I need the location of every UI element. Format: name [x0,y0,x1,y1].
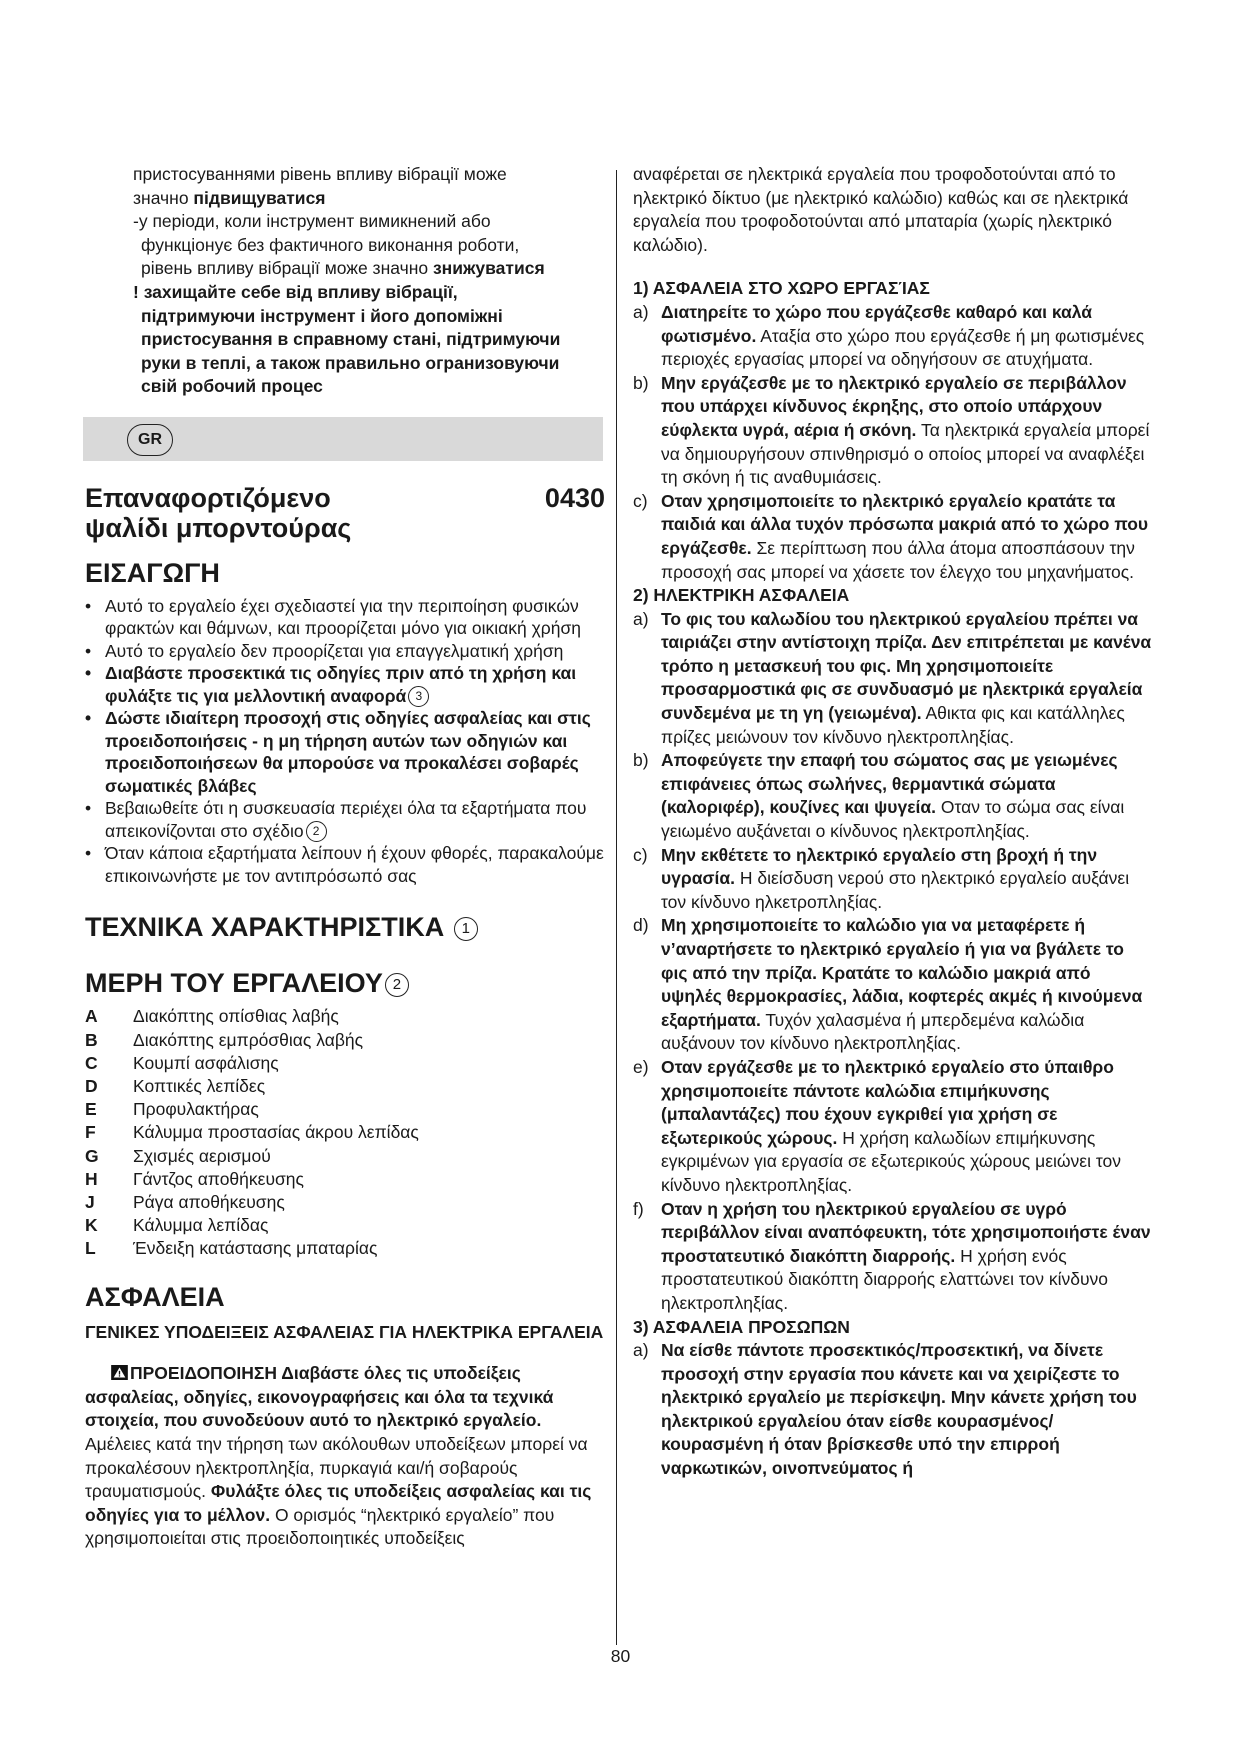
product-title-line1: Επαναφορτιζόμενο [85,482,331,513]
product-code: 0430 [544,482,605,513]
product-title-line2: ψαλίδι μπορντούρας [85,512,352,543]
parts-item: B Διακόπτης εμπρόσθιας λαβής [85,1029,364,1050]
intro-bullet: • Αυτό το εργαλείο έχει σχεδιαστεί για την περιποίηση φυσικών φρακτών και θάμνων, και προορίζεται μόνο για οικιακή χρήση [85,595,582,639]
safety-item: b) Αποφεύγετε την επαφή του σώματος σας με γειωμένες επιφάνειες όπως σωλήνες, θερμαντικά σώματα (καλοριφέρ), κουζίνες και ψυγεία. Οταν το σώμα σας είναι γειωμένο αυξάνεται ο κίνδυνος ηλεκτροπληξίας. [633,750,1125,842]
safety-heading: ΑΣΦΑΛΕΙΑ [85,1281,225,1312]
safety-warning: ΠΡΟΕΙΔΟΠΟΙΗΣΗ Διαβάστε όλες τις υποδείξεις ασφαλείας, οδηγίες, εικονογραφήσεις και όλα τα τεχνικά στοιχεία, που συνοδεύουν αυτό το ηλεκτρικό εργαλείο. Αμέλειες κατά την τήρηση των ακόλουθων υποδείξεων μπορεί να προκαλέσουν ηλεκτροπληξία, πυρκαγιά και/ή σοβαρούς τραυματισμούς. Φυλάξτε όλες τις υποδείξεις ασφαλείας και τις οδηγίες για το μέλλον. Ο ορισμός “ηλεκτρικό εργαλείο” που χρησιμοποιείται στις προειδοποιητικές υποδείξεις [85,1363,592,1549]
intro-bullet: • Διαβάστε προσεκτικά τις οδηγίες πριν από τη χρήση και φυλάξτε τις για μελλοντική αναφορά 3 [85,663,577,706]
ua-line: рівень впливу вібрації може значно знижуватися [141,258,545,279]
warning-triangle-icon [111,1365,128,1380]
parts-item: K Κάλυμμα λεπίδας [85,1215,269,1236]
right-column [633,163,1153,1481]
ua-continuation [85,163,605,399]
section-title: 2) ΗΛΕΚΤΡΙΚΗ ΑΣΦΑΛΕΙΑ [633,585,850,606]
safety-item: d) Μη χρησιμοποιείτε το καλώδιο για να μεταφέρετε ή ν’αναρτήσετε το ηλεκτρικό εργαλείο ή για να βγάλετε το φις από την πρίζα. Κρατάτε το καλώδιο μακριά από υψηλές θερμοκρασίες, λάδια, κοφτερές ακμές ή κινούμενα εξαρτήματα. Τυχόν χαλασμένα ή μπερδεμένα καλώδια αυξάνουν τον κίνδυνο ηλεκτροπληξίας. [633,915,1143,1054]
language-badge: GR [127,424,173,456]
ua-line: значно підвищуватися [133,187,326,208]
intro-bullet-list [85,595,605,888]
intro-heading: ΕΙΣΑΓΩΓΗ [85,557,220,588]
safety-item: c) Μην εκθέτετε το ηλεκτρικό εργαλείο στη βροχή ή την υγρασία. Η διείσδυση νερού στο ηλεκτρικό εργαλείο αυξάνει τον κίνδυνο ηλκετροπληξίας. [633,844,1130,912]
ua-line: руки в теплі, а також правильно огранизовуючи [141,352,560,373]
intro-bullet: • Δώστε ιδιαίτερη προσοχή στις οδηγίες ασφαλείας και στις προειδοποιήσεις - η μη τήρηση αυτών των οδηγιών και προειδοποιήσεων θα μπορούσε να προκαλέσει σοβαρές σωματικές βλάβες [85,708,591,796]
safety-item: f) Οταν η χρήση του ηλεκτρικού εργαλείου σε υγρό περιβάλλον είναι αναπόφευκτη, τότε χρησιμοποιήστε έναν προστατευτικό διακόπτη διαρροής. Η χρήση ενός προστατευτικού διακόπτη διαρροής ελαττώνει τον κίνδυνο ηλεκτροπληξίας. [633,1198,1151,1313]
specs-heading: ΤΕΧΝΙΚΑ ΧΑΡΑΚΤΗΡΙΣΤΙΚΑ 1 [85,911,605,943]
ua-line: функціонує без фактичного виконання роботи, [141,234,520,255]
figure-ref: 2 [385,973,409,997]
intro-bullet: • Βεβαιωθείτε ότι η συσκευασία περιέχει όλα τα εξαρτήματα που απεικονίζονται στο σχέδιο 2 [85,798,587,841]
parts-item: A Διακόπτης οπίσθιας λαβής [85,1006,339,1027]
safety-item: e) Οταν εργάζεσθε με το ηλεκτρικό εργαλείο στο ύπαιθρο χρησιμοποιείτε πάντοτε καλώδια επιμήκυνσης (μπαλαντάζες) που έχουν εγκριθεί για χρήση σε εξωτερικούς χώρους. Η χρήση καλωδίων επιμήκυνσης εγκριμένων για εργασία σε εξωτερικούς χώρους μειώνει τον κίνδυνο ηλεκτροπληξίας. [633,1056,1121,1195]
parts-item: H Γάντζος αποθήκευσης [85,1168,304,1189]
left-column [85,163,605,1551]
ua-line: пристосуваннями рівень впливу вібрації може [133,164,507,184]
parts-item: L Ένδειξη κατάστασης μπαταρίας [85,1238,378,1259]
section-title: 1) ΑΣΦΑΛΕΙΑ ΣΤΟ ΧΩΡΟ ΕΡΓΑΣΊΑΣ [633,278,930,299]
parts-heading: ΜΕΡΗ ΤΟΥ ΕΡΓΑΛΕΙΟΥ 2 [85,967,605,999]
ua-line: пристосування в справному стані, підтримуючи [141,329,561,350]
safety-section-3 [633,1316,1153,1481]
ua-line: свій робочий процес [141,376,323,397]
column-divider [616,170,617,1645]
figure-ref: 3 [408,686,429,707]
safety-item: a) Το φις του καλωδίου του ηλεκτρικού εργαλείου πρέπει να ταιριάζει στην αντίστοιχη πρίζα. Δεν επιτρέπεται με κανένα τρόπο η μετασκευή του φις. Μη χρησιμοποιείτε προσαρμοστικά φις σε συνδυασμό με ηλεκτρικά εργαλεία συνδεμένα με τη γη (γειωμένα). Αθικτα φις και κατάλληλες πρίζες μειώνουν τον κίνδυνο ηλεκτροπληξίας. [633,608,1152,747]
general-safety-subheading: ΓΕΝΙΚΕΣ ΥΠΟΔΕΙΞΕΙΣ ΑΣΦΑΛΕΙΑΣ ΓΙΑ ΗΛΕΚΤΡΙΚΑ ΕΡΓΑΛΕΙΑ [85,1321,604,1342]
parts-item: E Προφυλακτήρας [85,1099,259,1120]
ua-line: підтримуючи інструмент і його допоміжні [141,305,503,326]
safety-section-2 [633,584,1153,1315]
page-number: 80 [610,1646,631,1666]
language-section-bar [83,417,603,461]
figure-ref: 1 [454,917,478,941]
parts-list [85,1005,605,1260]
parts-item: C Κουμπί ασφάλισης [85,1052,279,1073]
parts-item: D Κοπτικές λεπίδες [85,1076,266,1097]
safety-item: c) Οταν χρησιμοποιείτε το ηλεκτρικό εργαλείο κρατάτε τα παιδιά και άλλα τυχόν πρόσωπα μακριά από το χώρο που εργάζεσθε. Σε περίπτωση που άλλα άτομα αποσπάσουν την προσοχή σας μπορεί να χάσετε τον έλεγχο του μηχανήματος. [633,490,1149,582]
safety-item: a) Διατηρείτε το χώρο που εργάζεσθε καθαρό και καλά φωτισμένο. Αταξία στο χώρο που εργάζεσθε ή μη φωτισμένες περιοχές εργασίας μπορεί να οδηγήσουν σε ατυχήματα. [633,301,1145,370]
parts-item: F Κάλυμμα προστασίας άκρου λεπίδας [85,1122,419,1143]
ua-line: -у періоди, коли інструмент вимикнений або [133,211,491,232]
intro-bullet: • Όταν κάποια εξαρτήματα λείπουν ή έχουν φθορές, παρακαλούμε επικοινωνήστε με τον αντιπρόσωπό σας [85,843,604,886]
intro-bullet: • Αυτό το εργαλείο δεν προορίζεται για επαγγελματική χρήση [85,640,564,661]
parts-item: G Σχισμές αερισμού [85,1145,271,1166]
figure-ref: 2 [306,821,327,842]
parts-item: J Ράγα αποθήκευσης [85,1192,285,1213]
safety-section-1 [633,277,1153,584]
product-title [85,483,605,543]
ua-line: ! захищайте себе від впливу вібрації, [133,281,458,302]
safety-item: a) Να είσθε πάντοτε προσεκτικός/προσεκτική, να δίνετε προσοχή στην εργασία που κάνετε και να χειρίζεστε το ηλεκτρικό εργαλείο με περίσκεψη. Μην κάνετε χρήση του ηλεκτρικού εργαλείου όταν είσθε κουρασμένος/κουρασμένη ή όταν βρίσκεσθε υπό την επιρροή ναρκωτικών, οινοπνεύματος ή [633,1340,1137,1479]
right-continuation: αναφέρεται σε ηλεκτρικά εργαλεία που τροφοδοτούνται από το ηλεκτρικό δίκτυο (με ηλεκτρικό καλώδιο) καθώς και σε ηλεκτρικά εργαλεία που τροφοδοτούνται από μπαταρία (χωρίς ηλεκτρικό καλώδιο). [633,164,1129,255]
section-title: 3) ΑΣΦΑΛΕΙΑ ΠΡΟΣΩΠΩΝ [633,1316,850,1337]
safety-item: b) Μην εργάζεσθε με το ηλεκτρικό εργαλείο σε περιβάλλον που υπάρχει κίνδυνος έκρηξης, στο οποίο υπάρχουν εύφλεκτα υγρά, αέρια ή σκόνη. Τα ηλεκτρικά εργαλεία μπορεί να δημιουργήσουν σπινθηρισμό ο οποίος μπορεί να αναφλέξει τη σκόνη ή τις αναθυμιάσεις. [633,372,1150,488]
